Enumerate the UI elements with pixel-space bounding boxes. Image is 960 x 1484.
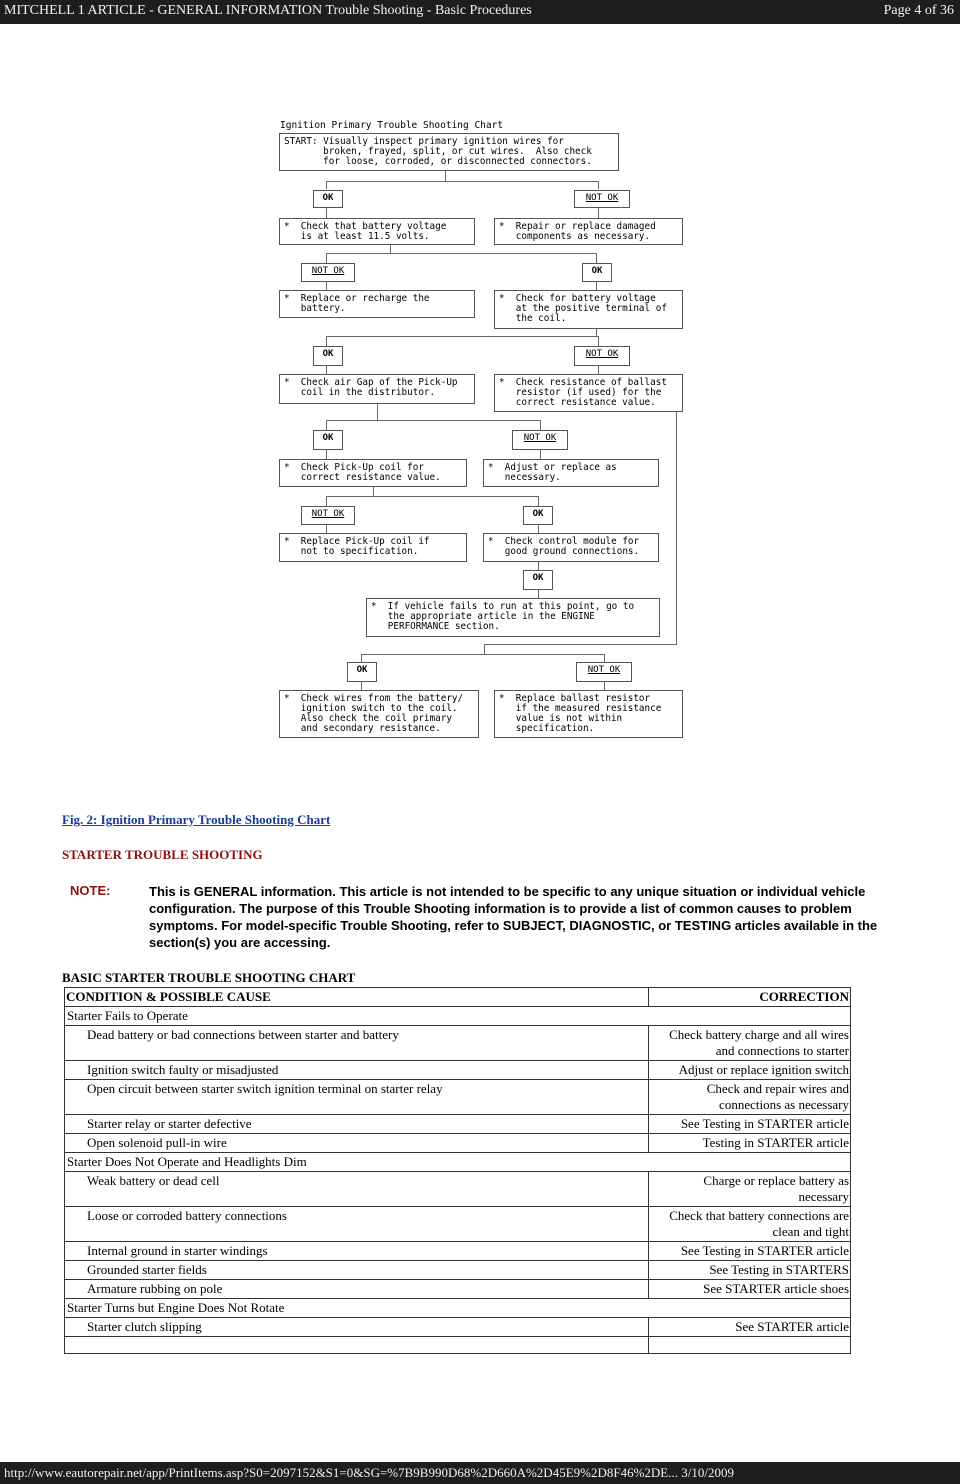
table-row — [65, 1080, 851, 1115]
flow-ok-tag: OK — [347, 662, 377, 682]
flow-notok-tag: NOT OK — [512, 430, 568, 450]
flow-step-engine-performance: * If vehicle fails to run at this point, go to the appropriate article in the ENGINE PERFORMANCE section. — [366, 598, 660, 637]
table-row — [65, 1134, 851, 1153]
flowchart-title: Ignition Primary Trouble Shooting Chart — [280, 120, 504, 131]
correction-cell: Testing in STARTER article — [649, 1134, 851, 1153]
flow-ok-tag: OK — [313, 346, 343, 366]
correction-cell: Adjust or replace ignition switch — [649, 1061, 851, 1080]
cause-cell: Internal ground in starter windings — [65, 1242, 649, 1261]
table-row — [65, 1280, 851, 1299]
correction-cell — [649, 1337, 851, 1354]
flow-step-repair-components: * Repair or replace damaged components as necessary. — [494, 218, 683, 245]
cause-cell: Open solenoid pull-in wire — [65, 1134, 649, 1153]
flow-step-air-gap: * Check air Gap of the Pick-Up coil in the distributor. — [279, 374, 475, 404]
correction-cell: See Testing in STARTER article — [649, 1115, 851, 1134]
cause-cell: Open circuit between starter switch ignition terminal on starter relay — [65, 1080, 649, 1115]
cause-cell: Weak battery or dead cell — [65, 1172, 649, 1207]
table-row — [65, 1026, 851, 1061]
flow-notok-tag: NOT OK — [301, 506, 355, 525]
section-heading: STARTER TROUBLE SHOOTING — [62, 847, 263, 862]
flow-step-replace-battery: * Replace or recharge the battery. — [279, 290, 475, 318]
flow-step-battery-voltage: * Check that battery voltage is at least 11.5 volts. — [279, 218, 475, 245]
table-title: BASIC STARTER TROUBLE SHOOTING CHART — [62, 970, 356, 985]
correction-cell: Charge or replace battery as necessary — [649, 1172, 851, 1207]
flow-step-coil-voltage: * Check for battery voltage at the positive terminal of the coil. — [494, 290, 683, 329]
table-category-row — [65, 1153, 851, 1172]
cause-cell: Armature rubbing on pole — [65, 1280, 649, 1299]
page-number: Page 4 of 36 — [883, 3, 954, 18]
page-footer — [0, 1462, 960, 1484]
table-category-row — [65, 1299, 851, 1318]
cause-cell: Dead battery or bad connections between starter and battery — [65, 1026, 649, 1061]
table-row — [65, 1261, 851, 1280]
table-header-row — [65, 988, 851, 1007]
flow-ok-tag: OK — [313, 190, 343, 208]
flow-ok-tag: OK — [523, 506, 553, 525]
flow-start-box: START: Visually inspect primary ignition wires for broken, frayed, split, or cut wires. Also check for loose, corroded, or disconnected connectors. — [279, 133, 619, 171]
note-label: NOTE: — [70, 883, 111, 898]
figure-caption-link[interactable]: Fig. 2: Ignition Primary Trouble Shooting Chart — [62, 812, 331, 827]
category-cell: Starter Fails to Operate — [65, 1007, 851, 1026]
category-cell: Starter Turns but Engine Does Not Rotate — [65, 1299, 851, 1318]
correction-cell: See STARTER article shoes — [649, 1280, 851, 1299]
flow-step-replace-pickup: * Replace Pick-Up coil if not to specification. — [279, 533, 467, 562]
table-row — [65, 1318, 851, 1337]
flow-step-pickup-resistance: * Check Pick-Up coil for correct resistance value. — [279, 459, 467, 487]
cause-cell: Loose or corroded battery connections — [65, 1207, 649, 1242]
flow-notok-tag: NOT OK — [576, 662, 632, 682]
column-header: CONDITION & POSSIBLE CAUSE — [65, 988, 649, 1007]
cause-cell: Starter clutch slipping — [65, 1318, 649, 1337]
flow-notok-tag: NOT OK — [301, 263, 355, 282]
correction-cell: Check battery charge and all wires and connections to starter — [649, 1026, 851, 1061]
flow-step-control-module: * Check control module for good ground connections. — [483, 533, 659, 562]
cause-cell: Grounded starter fields — [65, 1261, 649, 1280]
cause-cell: Ignition switch faulty or misadjusted — [65, 1061, 649, 1080]
table-category-row — [65, 1007, 851, 1026]
table-row — [65, 1337, 851, 1354]
correction-cell: See Testing in STARTERS — [649, 1261, 851, 1280]
correction-cell: Check that battery connections are clean and tight — [649, 1207, 851, 1242]
flow-notok-tag: NOT OK — [574, 190, 630, 208]
flow-notok-tag: NOT OK — [574, 346, 630, 366]
starter-trouble-table — [64, 987, 851, 1354]
table-row — [65, 1172, 851, 1207]
table-row — [65, 1207, 851, 1242]
cause-cell — [65, 1337, 649, 1354]
table-row — [65, 1115, 851, 1134]
correction-cell: Check and repair wires and connections as necessary — [649, 1080, 851, 1115]
correction-cell: See STARTER article — [649, 1318, 851, 1337]
flow-ok-tag: OK — [313, 430, 343, 450]
flow-step-replace-ballast: * Replace ballast resistor if the measured resistance value is not within specification. — [494, 690, 683, 738]
correction-cell: See Testing in STARTER article — [649, 1242, 851, 1261]
flow-ok-tag: OK — [523, 570, 553, 590]
table-row — [65, 1242, 851, 1261]
note-text: This is GENERAL information. This article is not intended to be specific to any unique situation or individual vehicle configuration. The purpose of this Trouble Shooting information is to provide a list of common causes to problem symptoms. For model-specific Trouble Shooting, refer to SUBJECT, DIAGNOSTIC, or TESTING articles available in the section(s) you are accessing. — [149, 884, 878, 950]
table-row — [65, 1061, 851, 1080]
page-header — [0, 0, 960, 24]
flow-ok-tag: OK — [582, 263, 612, 282]
document-title: MITCHELL 1 ARTICLE - GENERAL INFORMATION Trouble Shooting - Basic Procedures — [4, 3, 532, 18]
flow-step-check-wires: * Check wires from the battery/ ignition switch to the coil. Also check the coil primary and secondary resistance. — [279, 690, 479, 738]
cause-cell: Starter relay or starter defective — [65, 1115, 649, 1134]
column-header: CORRECTION — [649, 988, 851, 1007]
category-cell: Starter Does Not Operate and Headlights Dim — [65, 1153, 851, 1172]
flow-step-adjust-replace: * Adjust or replace as necessary. — [483, 459, 659, 487]
source-url[interactable]: http://www.eautorepair.net/app/PrintItems.asp?S0=2097152&S1=0&SG=%7B9B990D68%2D660A%2D45E9%2D8F46%2DE... 3/10/2009 — [4, 1465, 734, 1480]
flow-step-ballast-resistance: * Check resistance of ballast resistor (if used) for the correct resistance value. — [494, 374, 683, 412]
